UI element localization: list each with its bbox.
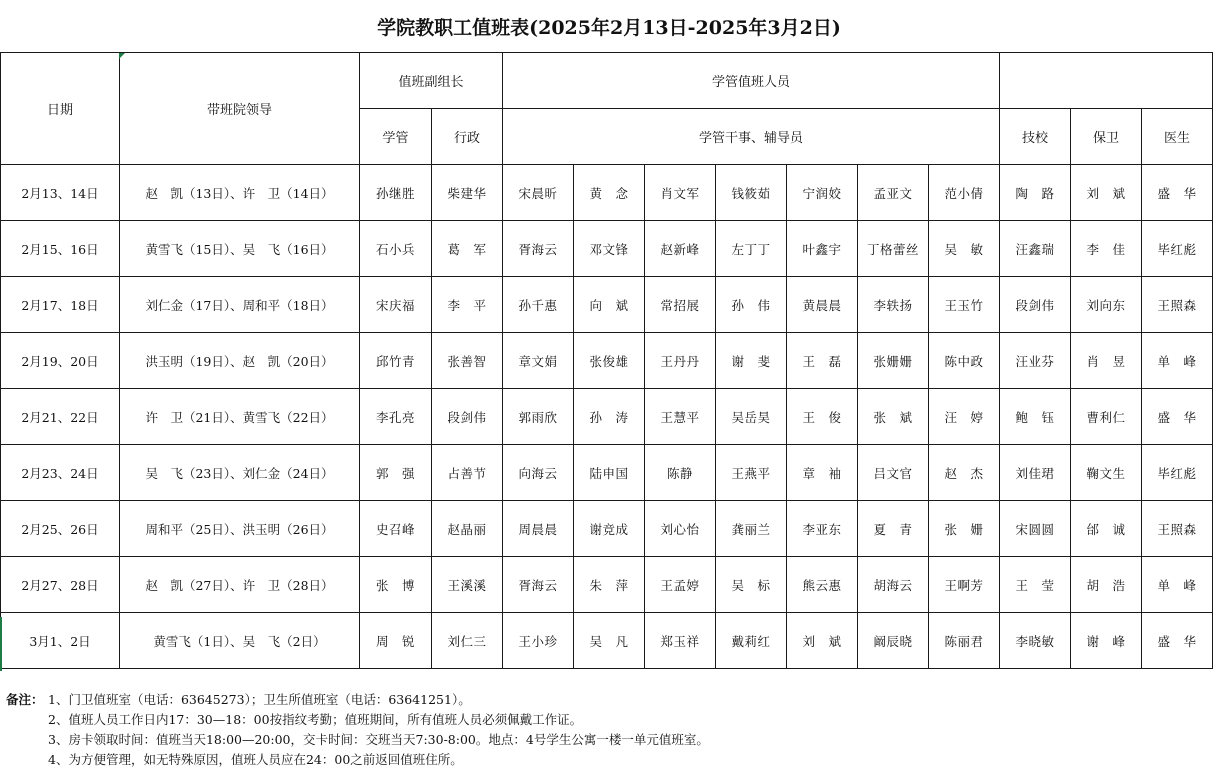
baowei-cell[interactable]: 邰 诚	[1071, 501, 1142, 557]
date-cell[interactable]: 2月27、28日	[1, 557, 120, 613]
xingzheng-cell[interactable]: 葛 军	[432, 221, 503, 277]
jixiao-cell[interactable]: 李晓敏	[1000, 613, 1071, 669]
header-vice-group[interactable]: 值班副组长	[360, 53, 503, 109]
xingzheng-cell[interactable]: 占善节	[432, 445, 503, 501]
cadre-cell[interactable]: 向海云	[503, 445, 574, 501]
notes-section	[6, 690, 1206, 770]
cadre-cell[interactable]: 郑玉祥	[645, 613, 716, 669]
cadre-cell[interactable]: 刘心怡	[645, 501, 716, 557]
cadre-cell[interactable]: 孟亚文	[858, 165, 929, 221]
cadre-cell[interactable]: 陈静	[645, 445, 716, 501]
cadre-cell[interactable]: 王 俊	[787, 389, 858, 445]
cadre-cell[interactable]: 王慧平	[645, 389, 716, 445]
note-text: 4、为方便管理，如无特殊原因，值班人员应在24：00之前返回值班住所。	[48, 752, 463, 767]
jixiao-cell[interactable]: 宋圆圆	[1000, 501, 1071, 557]
cadre-cell[interactable]: 陆申国	[574, 445, 645, 501]
cadre-cell[interactable]: 王小珍	[503, 613, 574, 669]
xueguan-cell[interactable]: 邱竹青	[360, 333, 432, 389]
leader-cell[interactable]: 刘仁金（17日）、周和平（18日）	[120, 277, 360, 333]
cadre-cell[interactable]: 谢竞成	[574, 501, 645, 557]
xueguan-cell[interactable]: 孙继胜	[360, 165, 432, 221]
cadre-cell[interactable]: 王丹丹	[645, 333, 716, 389]
header-yisheng[interactable]: 医生	[1142, 109, 1213, 165]
yisheng-cell[interactable]: 单 峰	[1142, 333, 1213, 389]
leader-cell[interactable]: 赵 凯（13日）、许 卫（14日）	[120, 165, 360, 221]
cadre-cell[interactable]: 汪 婷	[929, 389, 1000, 445]
leader-cell[interactable]: 吴 飞（23日）、刘仁金（24日）	[120, 445, 360, 501]
table-row	[1, 389, 1213, 445]
xingzheng-cell[interactable]: 柴建华	[432, 165, 503, 221]
cadre-cell[interactable]: 钱筱茹	[716, 165, 787, 221]
note-text: 3、房卡领取时间：值班当天18:00—20:00，交卡时间：交班当天7:30-8:00。地点：4号学生公寓一楼一单元值班室。	[48, 732, 709, 747]
cadre-cell[interactable]: 邓文锋	[574, 221, 645, 277]
yisheng-cell[interactable]: 王照森	[1142, 277, 1213, 333]
cadre-cell[interactable]: 王玉竹	[929, 277, 1000, 333]
baowei-cell[interactable]: 曹利仁	[1071, 389, 1142, 445]
jixiao-cell[interactable]: 鲍 钰	[1000, 389, 1071, 445]
leader-cell[interactable]: 黄雪飞（1日）、吴 飞（2日）	[120, 613, 360, 669]
cadre-cell[interactable]: 丁格蕾丝	[858, 221, 929, 277]
note-line	[6, 710, 1206, 730]
cadre-cell[interactable]: 向 斌	[574, 277, 645, 333]
leader-cell[interactable]: 洪玉明（19日）、赵 凯（20日）	[120, 333, 360, 389]
cadre-cell[interactable]: 张姗姗	[858, 333, 929, 389]
cadre-cell[interactable]: 宁润姣	[787, 165, 858, 221]
xueguan-cell[interactable]: 郭 强	[360, 445, 432, 501]
xingzheng-cell[interactable]: 刘仁三	[432, 613, 503, 669]
cadre-cell[interactable]: 王啊芳	[929, 557, 1000, 613]
date-cell[interactable]: 3月1、2日	[1, 613, 120, 669]
jixiao-cell[interactable]: 陶 路	[1000, 165, 1071, 221]
cadre-cell[interactable]: 戴莉红	[716, 613, 787, 669]
note-text: 2、值班人员工作日内17：30—18：00按指纹考勤；值班期间，所有值班人员必须佩戴工作证。	[48, 712, 583, 727]
cadre-cell[interactable]: 孙千惠	[503, 277, 574, 333]
cadre-cell[interactable]: 郭雨欣	[503, 389, 574, 445]
leader-cell[interactable]: 赵 凯（27日）、许 卫（28日）	[120, 557, 360, 613]
baowei-cell[interactable]: 谢 峰	[1071, 613, 1142, 669]
cadre-cell[interactable]: 吴 敏	[929, 221, 1000, 277]
cadre-cell[interactable]: 黄晨晨	[787, 277, 858, 333]
cadre-cell[interactable]: 王燕平	[716, 445, 787, 501]
cadre-cell[interactable]: 阚辰晓	[858, 613, 929, 669]
cadre-cell[interactable]: 范小倩	[929, 165, 1000, 221]
jixiao-cell[interactable]: 汪业芬	[1000, 333, 1071, 389]
yisheng-cell[interactable]: 毕红彪	[1142, 221, 1213, 277]
jixiao-cell[interactable]: 王 莹	[1000, 557, 1071, 613]
xingzheng-cell[interactable]: 赵晶丽	[432, 501, 503, 557]
duty-roster-table	[0, 52, 1213, 669]
table-row	[1, 333, 1213, 389]
date-cell[interactable]: 2月15、16日	[1, 221, 120, 277]
cadre-cell[interactable]: 李轶扬	[858, 277, 929, 333]
date-cell[interactable]: 2月13、14日	[1, 165, 120, 221]
cadre-cell[interactable]: 章 袖	[787, 445, 858, 501]
baowei-cell[interactable]: 刘 斌	[1071, 165, 1142, 221]
cadre-cell[interactable]: 熊云惠	[787, 557, 858, 613]
cadre-cell[interactable]: 夏 青	[858, 501, 929, 557]
header-blank[interactable]	[1000, 53, 1213, 109]
cadre-cell[interactable]: 张 姗	[929, 501, 1000, 557]
cell-comment-marker	[119, 53, 125, 59]
yisheng-cell[interactable]: 王照森	[1142, 501, 1213, 557]
note-line	[6, 750, 1206, 770]
table-row	[1, 557, 1213, 613]
baowei-cell[interactable]: 李 佳	[1071, 221, 1142, 277]
header-date[interactable]: 日期	[1, 53, 120, 165]
leader-cell[interactable]: 周和平（25日）、洪玉明（26日）	[120, 501, 360, 557]
notes-prefix: 备注：	[6, 692, 44, 707]
cadre-cell[interactable]: 龚丽兰	[716, 501, 787, 557]
xueguan-cell[interactable]: 史召峰	[360, 501, 432, 557]
xingzheng-cell[interactable]: 王溪溪	[432, 557, 503, 613]
date-cell[interactable]: 2月19、20日	[1, 333, 120, 389]
xueguan-cell[interactable]: 李孔亮	[360, 389, 432, 445]
cadre-cell[interactable]: 吕文官	[858, 445, 929, 501]
leader-cell[interactable]: 许 卫（21日）、黄雪飞（22日）	[120, 389, 360, 445]
cadre-cell[interactable]: 常招展	[645, 277, 716, 333]
xingzheng-cell[interactable]: 李 平	[432, 277, 503, 333]
date-cell[interactable]: 2月17、18日	[1, 277, 120, 333]
note-text: 1、门卫值班室（电话：63645273）；卫生所值班室（电话：63641251）。	[48, 692, 471, 707]
cadre-cell[interactable]: 赵 杰	[929, 445, 1000, 501]
cadre-cell[interactable]: 谢 斐	[716, 333, 787, 389]
yisheng-cell[interactable]: 单 峰	[1142, 557, 1213, 613]
cadre-cell[interactable]: 叶鑫宇	[787, 221, 858, 277]
xueguan-cell[interactable]: 周 锐	[360, 613, 432, 669]
header-xueguan[interactable]: 学管	[360, 109, 432, 165]
xingzheng-cell[interactable]: 张善智	[432, 333, 503, 389]
date-cell[interactable]: 2月21、22日	[1, 389, 120, 445]
page-title: 学院教职工值班表(2025年2月13日-2025年3月2日)	[377, 16, 841, 39]
date-cell[interactable]: 2月23、24日	[1, 445, 120, 501]
cadre-cell[interactable]: 胡海云	[858, 557, 929, 613]
table-row	[1, 501, 1213, 557]
cadre-cell[interactable]: 章文娟	[503, 333, 574, 389]
xueguan-cell[interactable]: 宋庆福	[360, 277, 432, 333]
leader-cell[interactable]: 黄雪飞（15日）、吴 飞（16日）	[120, 221, 360, 277]
jixiao-cell[interactable]: 刘佳珺	[1000, 445, 1071, 501]
cadre-cell[interactable]: 吴 标	[716, 557, 787, 613]
header-jixiao[interactable]: 技校	[1000, 109, 1071, 165]
cadre-cell[interactable]: 刘 斌	[787, 613, 858, 669]
cadre-cell[interactable]: 张 斌	[858, 389, 929, 445]
jixiao-cell[interactable]: 汪鑫瑞	[1000, 221, 1071, 277]
row-selection-indicator	[0, 617, 2, 671]
cadre-cell[interactable]: 肖文军	[645, 165, 716, 221]
yisheng-cell[interactable]: 盛 华	[1142, 613, 1213, 669]
note-line	[6, 690, 1206, 710]
header-student-affairs-duty[interactable]: 学管值班人员	[503, 53, 1000, 109]
cadre-cell[interactable]: 黄 念	[574, 165, 645, 221]
cadre-cell[interactable]: 胥海云	[503, 557, 574, 613]
jixiao-cell[interactable]: 段剑伟	[1000, 277, 1071, 333]
yisheng-cell[interactable]: 盛 华	[1142, 389, 1213, 445]
baowei-cell[interactable]: 肖 昱	[1071, 333, 1142, 389]
baowei-cell[interactable]: 鞠文生	[1071, 445, 1142, 501]
table-row	[1, 277, 1213, 333]
cadre-cell[interactable]: 左丁丁	[716, 221, 787, 277]
table-row	[1, 221, 1213, 277]
cadre-cell[interactable]: 朱 萍	[574, 557, 645, 613]
cadre-cell[interactable]: 赵新峰	[645, 221, 716, 277]
header-leader[interactable]: 带班院领导	[120, 53, 360, 165]
yisheng-cell[interactable]: 毕红彪	[1142, 445, 1213, 501]
xueguan-cell[interactable]: 张 博	[360, 557, 432, 613]
table-row	[1, 445, 1213, 501]
cadre-cell[interactable]: 周晨晨	[503, 501, 574, 557]
cadre-cell[interactable]: 吴 凡	[574, 613, 645, 669]
xueguan-cell[interactable]: 石小兵	[360, 221, 432, 277]
cadre-cell[interactable]: 王孟婷	[645, 557, 716, 613]
xingzheng-cell[interactable]: 段剑伟	[432, 389, 503, 445]
cadre-cell[interactable]: 孙 伟	[716, 277, 787, 333]
table-row	[1, 165, 1213, 221]
table-row	[1, 613, 1213, 669]
cadre-cell[interactable]: 胥海云	[503, 221, 574, 277]
baowei-cell[interactable]: 刘向东	[1071, 277, 1142, 333]
cadre-cell[interactable]: 吴岳昊	[716, 389, 787, 445]
cadre-cell[interactable]: 李亚东	[787, 501, 858, 557]
cadre-cell[interactable]: 宋晨昕	[503, 165, 574, 221]
cadre-cell[interactable]: 陈中政	[929, 333, 1000, 389]
header-xingzheng[interactable]: 行政	[432, 109, 503, 165]
header-baowei[interactable]: 保卫	[1071, 109, 1142, 165]
baowei-cell[interactable]: 胡 浩	[1071, 557, 1142, 613]
yisheng-cell[interactable]: 盛 华	[1142, 165, 1213, 221]
cadre-cell[interactable]: 张俊雄	[574, 333, 645, 389]
note-line	[6, 730, 1206, 750]
header-cadres[interactable]: 学管干事、辅导员	[503, 109, 1000, 165]
cadre-cell[interactable]: 王 磊	[787, 333, 858, 389]
cadre-cell[interactable]: 陈丽君	[929, 613, 1000, 669]
date-cell[interactable]: 2月25、26日	[1, 501, 120, 557]
cadre-cell[interactable]: 孙 涛	[574, 389, 645, 445]
